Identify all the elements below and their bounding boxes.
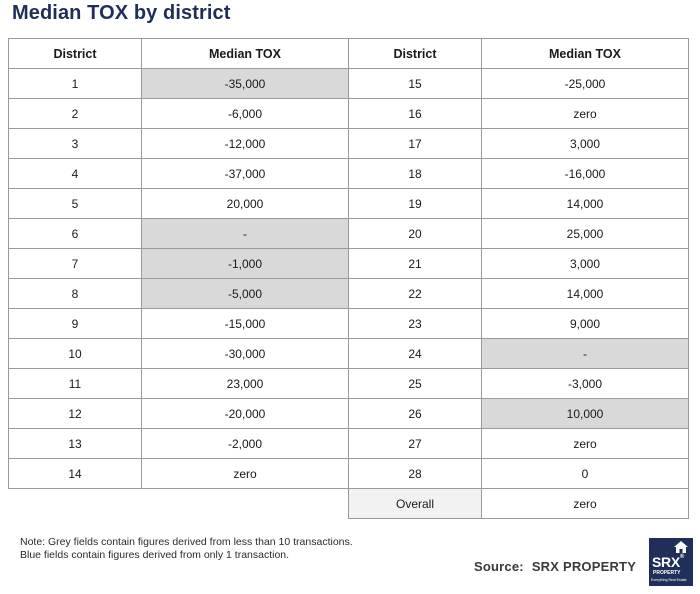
table-row bbox=[9, 369, 689, 399]
median-tox-cell-left: 23,000 bbox=[142, 369, 349, 399]
table-row bbox=[9, 249, 689, 279]
house-icon bbox=[674, 541, 688, 553]
logo-tagline: Everything Real Estate bbox=[651, 578, 687, 582]
median-tox-cell-right: -3,000 bbox=[482, 369, 689, 399]
district-cell-left: 11 bbox=[9, 369, 142, 399]
empty-cell bbox=[142, 489, 349, 519]
median-tox-cell-right: 10,000 bbox=[482, 399, 689, 429]
district-cell-left: 10 bbox=[9, 339, 142, 369]
table-row bbox=[9, 429, 689, 459]
median-tox-cell-right: 25,000 bbox=[482, 219, 689, 249]
district-cell-right: 27 bbox=[349, 429, 482, 459]
district-cell-right: 15 bbox=[349, 69, 482, 99]
column-header-district-left: District bbox=[9, 39, 142, 69]
median-tox-cell-right: - bbox=[482, 339, 689, 369]
district-cell-left: 9 bbox=[9, 309, 142, 339]
district-cell-left: 8 bbox=[9, 279, 142, 309]
source-name: SRX PROPERTY bbox=[531, 559, 637, 574]
median-tox-cell-right: 3,000 bbox=[482, 249, 689, 279]
district-cell-left: 6 bbox=[9, 219, 142, 249]
district-cell-left: 7 bbox=[9, 249, 142, 279]
district-cell-right: 25 bbox=[349, 369, 482, 399]
median-tox-cell-left: 20,000 bbox=[142, 189, 349, 219]
median-tox-cell-right: 3,000 bbox=[482, 129, 689, 159]
district-cell-left: 2 bbox=[9, 99, 142, 129]
table-row bbox=[9, 309, 689, 339]
district-cell-right: 21 bbox=[349, 249, 482, 279]
table-header-row bbox=[9, 39, 689, 69]
median-tox-table bbox=[8, 38, 689, 519]
logo-wordmark: SRX® bbox=[652, 554, 685, 570]
district-cell-right: 19 bbox=[349, 189, 482, 219]
district-cell-left: 14 bbox=[9, 459, 142, 489]
district-cell-right: 20 bbox=[349, 219, 482, 249]
column-header-median-tox-left: Median TOX bbox=[142, 39, 349, 69]
district-cell-right: 22 bbox=[349, 279, 482, 309]
district-cell-right: 16 bbox=[349, 99, 482, 129]
page-title: Median TOX by district bbox=[12, 2, 231, 24]
median-tox-cell-left: -5,000 bbox=[142, 279, 349, 309]
median-tox-cell-right: zero bbox=[482, 99, 689, 129]
district-cell-left: 1 bbox=[9, 69, 142, 99]
district-cell-left: 5 bbox=[9, 189, 142, 219]
logo-subtitle: PROPERTY bbox=[653, 570, 681, 576]
table-row bbox=[9, 339, 689, 369]
table-row bbox=[9, 399, 689, 429]
table-body bbox=[9, 69, 689, 519]
overall-row bbox=[9, 489, 689, 519]
district-cell-right: 18 bbox=[349, 159, 482, 189]
district-cell-right: 28 bbox=[349, 459, 482, 489]
srx-property-logo bbox=[649, 538, 693, 586]
table-row bbox=[9, 219, 689, 249]
table-row bbox=[9, 129, 689, 159]
median-tox-cell-right: 0 bbox=[482, 459, 689, 489]
median-tox-cell-left: -30,000 bbox=[142, 339, 349, 369]
district-cell-right: 23 bbox=[349, 309, 482, 339]
overall-value: zero bbox=[482, 489, 689, 519]
footnote bbox=[20, 536, 353, 562]
median-tox-cell-left: -2,000 bbox=[142, 429, 349, 459]
district-cell-right: 24 bbox=[349, 339, 482, 369]
median-tox-cell-left: -35,000 bbox=[142, 69, 349, 99]
source-credit bbox=[474, 559, 636, 574]
median-tox-cell-left: -15,000 bbox=[142, 309, 349, 339]
district-cell-right: 26 bbox=[349, 399, 482, 429]
median-tox-cell-left: zero bbox=[142, 459, 349, 489]
table-row bbox=[9, 69, 689, 99]
median-tox-cell-left: -6,000 bbox=[142, 99, 349, 129]
median-tox-cell-right: 14,000 bbox=[482, 189, 689, 219]
footnote-grey-fields: Note: Grey fields contain figures derived from less than 10 transactions. bbox=[20, 536, 353, 548]
district-cell-right: 17 bbox=[349, 129, 482, 159]
source-label: Source: bbox=[474, 559, 524, 574]
overall-label: Overall bbox=[349, 489, 482, 519]
median-tox-cell-left: -20,000 bbox=[142, 399, 349, 429]
median-tox-cell-right: 9,000 bbox=[482, 309, 689, 339]
table-row bbox=[9, 279, 689, 309]
median-tox-cell-left: -37,000 bbox=[142, 159, 349, 189]
column-header-median-tox-right: Median TOX bbox=[482, 39, 689, 69]
median-tox-cell-left: - bbox=[142, 219, 349, 249]
footnote-blue-fields: Blue fields contain figures derived from only 1 transaction. bbox=[20, 549, 290, 561]
median-tox-cell-right: zero bbox=[482, 429, 689, 459]
median-tox-cell-left: -12,000 bbox=[142, 129, 349, 159]
district-cell-left: 4 bbox=[9, 159, 142, 189]
median-tox-cell-right: 14,000 bbox=[482, 279, 689, 309]
table-row bbox=[9, 459, 689, 489]
median-tox-cell-left: -1,000 bbox=[142, 249, 349, 279]
table-row bbox=[9, 189, 689, 219]
median-tox-cell-right: -25,000 bbox=[482, 69, 689, 99]
empty-cell bbox=[9, 489, 142, 519]
district-cell-left: 13 bbox=[9, 429, 142, 459]
table-row bbox=[9, 159, 689, 189]
district-cell-left: 12 bbox=[9, 399, 142, 429]
column-header-district-right: District bbox=[349, 39, 482, 69]
table-row bbox=[9, 99, 689, 129]
median-tox-cell-right: -16,000 bbox=[482, 159, 689, 189]
district-cell-left: 3 bbox=[9, 129, 142, 159]
